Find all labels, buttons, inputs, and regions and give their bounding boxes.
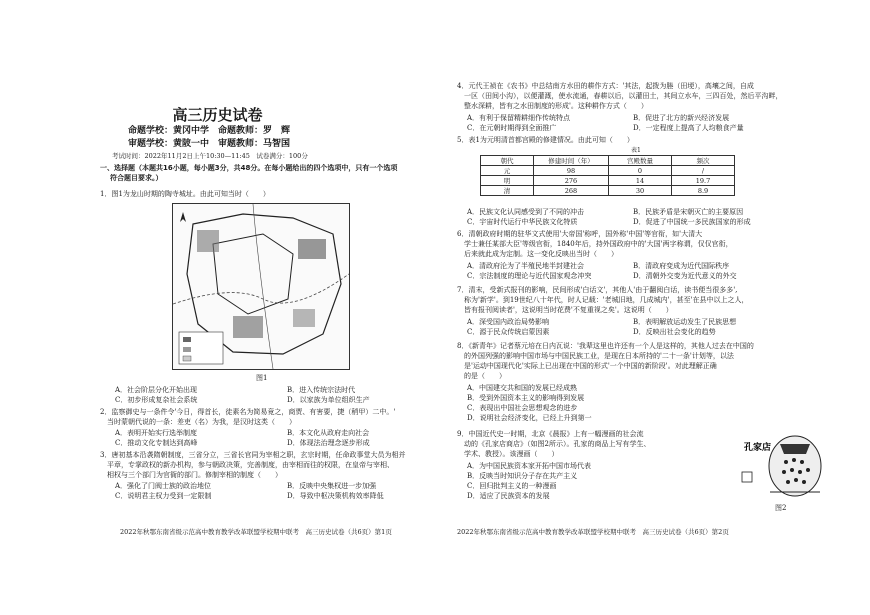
- q4-option-b: B．促进了北方的新兴经济发展: [633, 114, 730, 122]
- question-6-line3: 后来就此成为定制。这一变化反映出当时（ ）: [457, 250, 618, 258]
- table-1-caption: 表1: [631, 147, 641, 154]
- q1-option-b: B．进入传统宗法时代: [287, 386, 356, 394]
- question-4-line3: 整水深耕，皆有之水田制度的形成'。这种耕作方式（ ）: [457, 102, 648, 110]
- table-cell: /: [672, 166, 735, 176]
- q5-option-c: C．宇宙时代运行中华民族文化特质: [467, 218, 578, 226]
- question-5-stem: 5．表1为元明清首都宫殿的修建情况。由此可知（ ）: [457, 136, 634, 144]
- q4-option-a: A．有利于保留精耕细作传统特点: [467, 114, 571, 122]
- map-drawing: [173, 204, 349, 369]
- q1-option-c: C．初步形成复杂社会系统: [115, 396, 198, 404]
- exam-time: 考试时间：2022年11月2日上午10:30—11:45 试卷满分：100分: [112, 152, 308, 160]
- figure-2-caption: 图2: [775, 504, 787, 512]
- q6-option-b: B．清政府变成为近代国际秩序: [633, 262, 730, 270]
- q7-option-a: A．深受国内政治局势影响: [467, 318, 550, 326]
- question-1-stem: 1．图1为龙山时期的陶寺城址。由此可知当时（ ）: [100, 190, 270, 198]
- question-3-line1: 3．唐初基本沿袭隋朝制度，三省分立，三省长官同为宰相之职，玄宗时期，任命政事堂大员为相并: [100, 451, 406, 459]
- section-heading: 一、选择题（本题共16小题，每小题3分，共48分。在每小题给出的四个选项中，只有一个选项: [100, 164, 398, 172]
- q9-option-c: C．回归批判主义的一种漫画: [467, 482, 557, 490]
- question-4-line2: 一区（田间小沟），以便灌溉，使水流通，春耕以后，以灌田土，其间立水车，三四百处，然后平沟畔，: [457, 92, 783, 100]
- question-9-line3: 学术、教授）。该漫画（ ）: [457, 450, 559, 458]
- q9-option-b: B．反映当时知识分子存在共产主义: [467, 472, 578, 480]
- question-3-line2: 平章，专掌政权的新办机构，参与朝政决策，完善制度，由宰相而往的权限，在皇帝与宰相、: [100, 461, 394, 469]
- question-2-line1: 2．监察御史与一条件令'今日，得首长，徒素名为简易竟之，商贾、有害要，捷（稍甲）二中。': [100, 408, 396, 416]
- q2-option-b: B．本文化从政府走向社会: [287, 429, 370, 437]
- question-2-line2: 当时蒙朝代说的一条：差吏（名）为我，是汉时这类（ ）: [100, 418, 296, 426]
- q8-option-a: A．中国建交共和国的发展已经成熟: [467, 384, 578, 392]
- table-cell: 98: [534, 166, 609, 176]
- q8-option-b: B．受到外国资本主义的影响得到发展: [467, 394, 585, 402]
- section-heading-cont: 符合题目要求。）: [110, 174, 163, 182]
- table-cell: 8.9: [672, 186, 735, 196]
- q6-option-d: D．清朝外交变为近代意义的外交: [633, 272, 737, 280]
- q5-option-a: A．民族文化认同感受到了不同的冲击: [467, 208, 585, 216]
- table-header: 修建时间（年）: [534, 156, 609, 166]
- q4-option-d: D．一定程度上提高了人均粮食产量: [633, 124, 744, 132]
- table-row: [481, 166, 735, 176]
- table-header-row: [481, 156, 735, 166]
- question-4-line1: 4．元代王祯在《农书》中总结南方水田的耕作方式：'其法，起拨为塍（田埂），高壤之间，自成: [457, 82, 754, 90]
- table-cell: 268: [534, 186, 609, 196]
- q9-option-a: A．为中国民族资本家开拓中国市场代表: [467, 462, 592, 470]
- q7-option-b: B．表明解放运动发生了民族思想: [633, 318, 737, 326]
- table-row: [481, 186, 735, 196]
- q1-option-d: D．以家族为单位组织生产: [287, 396, 370, 404]
- q4-option-c: C．在元朝时期得到全面推广: [467, 124, 557, 132]
- table-header: 宫殿数量: [609, 156, 672, 166]
- question-8-line2: 的外国列强的影响中国市场与中国民族工业，是现在日本所持的'二十一条'计划等，以法: [457, 352, 734, 360]
- q9-option-d: D．适应了民族资本的发展: [467, 492, 550, 500]
- q2-option-c: C．推动文化专制达到高峰: [115, 439, 198, 447]
- exam-page-2: [435, 0, 870, 615]
- q6-option-c: C．宗法制度的理论与近代国家观念冲突: [467, 272, 592, 280]
- q3-option-b: B．反映中央集权进一步加强: [287, 482, 377, 490]
- q5-option-d: D．促进了中国统一多民族国家的形成: [633, 218, 751, 226]
- table-cell: 0: [609, 166, 672, 176]
- table-header: 朝代: [481, 156, 534, 166]
- question-8-line4: 的是（ ）: [457, 372, 506, 380]
- q8-option-d: D．说明社会经济变化，已经上升到第一: [467, 414, 592, 422]
- question-3-line3: 相权与三个部门为官衙的部门。修制宰相的制度（ ）: [100, 471, 282, 479]
- q3-option-d: D．导致中枢决策机构效率降低: [287, 492, 384, 500]
- table-cell: 276: [534, 176, 609, 186]
- question-8-line1: 8．《新青年》记者蔡元培在日内瓦说：'我辈这里也许还有一个人是这样的，其他人过去在中国的: [457, 342, 754, 350]
- question-6-line2: 学士兼任某部大臣'等级官衔，1840年后，持外国政府中的'大国'两字称谓，仅仅官衔，: [457, 240, 733, 248]
- question-6-line1: 6．清朝政府时期的驻华文式使用'大帝国'称呼，国外称'中国'等官衔，如'大清大: [457, 230, 703, 238]
- cartoon-lettering: 孔家店: [744, 443, 772, 453]
- page-footer-2: 2022年秋鄂东南省级示范高中教育教学改革联盟学校期中联考 高三历史试卷（共6页）第2页: [457, 528, 729, 536]
- q5-option-b: B．民族矛盾是宋朝灭亡的主要原因: [633, 208, 744, 216]
- palace-table: [480, 155, 735, 196]
- q7-option-d: D．反映出社会变化的趋势: [633, 328, 716, 336]
- setter-info: 命题学校：黄冈中学 命题教师：罗 辉: [128, 126, 291, 136]
- q8-option-c: C．表现出中国社会思想观念的进步: [467, 404, 578, 412]
- q2-option-d: D．体现法治理念逐步形成: [287, 439, 370, 447]
- q1-option-a: A．社会阶层分化开始出现: [115, 386, 198, 394]
- cartoon-drawing: [740, 432, 826, 500]
- q3-option-a: A．强化了门阀士族的政治地位: [115, 482, 212, 490]
- question-7-line2: 称为'新学'。到19世纪八十年代，时人记载：'老城旧地，几成城内'，甚至'在县中以上之人，: [457, 296, 749, 304]
- figure-1-caption: 图1: [256, 374, 268, 382]
- q3-option-c: C．说明君主权力受到一定限制: [115, 492, 212, 500]
- table-row: [481, 176, 735, 186]
- question-7-line1: 7．清末，受新式报刊的影响，民间形成'白话文'，其他人'由于翻阅白话，读书便当很多多',: [457, 286, 738, 294]
- confucius-shop-cartoon: [740, 432, 826, 500]
- table-cell: 19.7: [672, 176, 735, 186]
- q6-option-a: A．清政府沦为了半殖民地半封建社会: [467, 262, 585, 270]
- table-cell: 14: [609, 176, 672, 186]
- q7-option-c: C．源于民众传统启蒙因素: [467, 328, 550, 336]
- question-9-line1: 9．中国近代史一时期，北京《晨报》上有一幅漫画的社会流: [457, 430, 644, 438]
- table-cell: 元: [481, 166, 534, 176]
- page-footer-1: 2022年秋鄂东南省级示范高中教育教学改革联盟学校期中联考 高三历史试卷（共6页）第1页: [120, 528, 392, 536]
- q2-option-a: A．表明开始实行选举制度: [115, 429, 198, 437]
- question-7-line3: 皆有报刊阅读者'，这说明当时花费'不复重视之矣'。这说明（ ）: [457, 306, 673, 314]
- reviewer-info: 审题学校：黄陂一中 审题教师：马智国: [128, 139, 291, 149]
- taosi-site-map: [172, 203, 350, 370]
- question-8-line3: 是'运动中国现代化'实际上已出现在中国的形式'一个中国的新阶段'。对此理解正确: [457, 362, 717, 370]
- table-cell: 清: [481, 186, 534, 196]
- table-cell: 明: [481, 176, 534, 186]
- table-header: 频次: [672, 156, 735, 166]
- exam-title: 高三历史试卷: [172, 106, 263, 124]
- table-cell: 30: [609, 186, 672, 196]
- question-9-line2: 动的《孔家店商店》（如图2所示）。孔家的商品上写有学生、: [457, 440, 651, 448]
